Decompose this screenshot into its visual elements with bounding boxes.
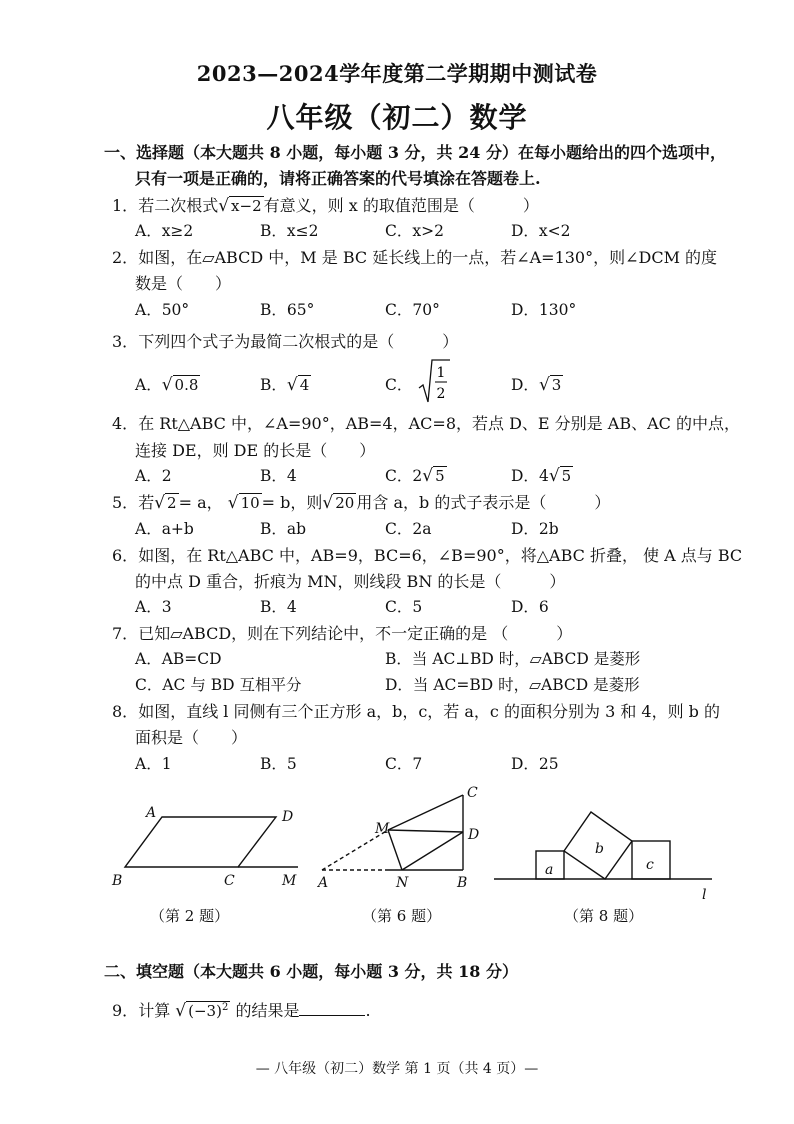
radical: √ 3 — [538, 375, 562, 395]
question-8-line1 — [112, 699, 720, 722]
fig8-label-b: b — [595, 841, 604, 857]
question-number: 3． — [112, 332, 139, 351]
figure-2-parallelogram — [125, 817, 298, 867]
radical-fraction — [417, 358, 451, 406]
answer-blank[interactable] — [299, 1001, 365, 1016]
question-stem-end: 用含 a，b 的式子表示是（ ） — [356, 493, 611, 512]
option-label: B． — [260, 376, 287, 394]
radical: √ 10 — [227, 493, 260, 513]
question-stem: 如图，直线 l 同侧有三个正方形 a，b，c，若 a，c 的面积分别为 3 和 4，则 b 的 — [138, 702, 721, 721]
option-value: 4 — [538, 467, 549, 485]
question-number: 6． — [112, 546, 139, 565]
figure-captions — [150, 907, 643, 925]
exponent: 2 — [221, 1002, 229, 1013]
q5-option-d: D．2b — [511, 520, 559, 538]
fig2-label-d: D — [282, 809, 294, 825]
question-number: 4． — [112, 414, 139, 433]
question-stem: 若二次根式 — [138, 196, 219, 215]
radicand: 20 — [335, 494, 355, 512]
radical: √ x−2 — [218, 196, 262, 216]
q1-option-b: B．x≤2 — [260, 222, 319, 240]
option-label: C． — [385, 467, 413, 485]
fig6-label-b: B — [457, 875, 468, 891]
question-stem: 已知▱ABCD，则在下列结论中，不一定正确的是 （ ） — [138, 624, 573, 643]
question-stem: 如图，在 Rt△ABC 中，AB=9，BC=6，∠B=90°，将△ABC 折叠， 使 A 点与 BC — [138, 546, 743, 565]
question-3 — [112, 329, 458, 352]
question-number: 7． — [112, 624, 139, 643]
figure-6-labels — [316, 785, 479, 891]
fig2-caption: （第 2 题） — [150, 907, 230, 925]
question-stem: 计算 — [138, 1001, 171, 1020]
question-stem: 的结果是 — [235, 1001, 300, 1020]
fig6-label-m: M — [375, 821, 390, 837]
figure-6-triangle — [322, 795, 463, 870]
fraction-numerator: 1 — [436, 365, 446, 381]
question-8-line2: 面积是（ ） — [135, 728, 248, 747]
option-value: 2 — [161, 467, 172, 485]
radicand: 0.8 — [174, 376, 199, 394]
radicand: 5 — [561, 467, 572, 485]
q5-option-b: B．ab — [260, 520, 307, 538]
question-number: 1． — [112, 196, 139, 215]
question-stem: = a， — [178, 493, 223, 512]
exam-title: 2023—2024学年度第二学期期中测试卷 — [196, 61, 598, 86]
fig6-caption: （第 6 题） — [362, 907, 442, 925]
question-9 — [112, 998, 371, 1021]
question-number: 5． — [112, 493, 139, 512]
fig8-caption: （第 8 题） — [564, 907, 644, 925]
radical: √ $(-3)^2$ — [175, 1001, 229, 1021]
q7-option-a: A．AB=CD — [135, 650, 222, 668]
q1-option-c: C．x>2 — [385, 222, 444, 240]
q6-option-a: A．3 — [135, 598, 172, 616]
question-2-line2: 数是（ ） — [135, 274, 232, 293]
question-stem: = b，则 — [261, 493, 323, 512]
fig2-label-m: M — [282, 873, 297, 889]
fig2-label-c: C — [224, 873, 235, 889]
q8-option-c: C．7 — [385, 755, 423, 773]
q6-option-b: B．4 — [260, 598, 297, 616]
question-4-line2: 连接 DE，则 DE 的长是（ ） — [135, 441, 376, 460]
question-stem: 如图，在▱ABCD 中，M 是 BC 延长线上的一点，若∠A=130°，则∠DCM 的度 — [138, 248, 718, 267]
q2-option-d: D．130° — [511, 301, 577, 319]
q7-option-d: D．当 AC=BD 时，▱ABCD 是菱形 — [385, 676, 640, 694]
section2-heading: 二、填空题（本大题共 6 小题，每小题 3 分，共 18 分） — [104, 962, 518, 981]
option-label: B． — [260, 467, 287, 485]
fig6-label-d: D — [468, 827, 480, 843]
radicand: 3 — [551, 376, 562, 394]
radical: √ 4 — [286, 375, 310, 395]
q8-option-b: B．5 — [260, 755, 297, 773]
radicand: 4 — [299, 376, 310, 394]
question-4-line1 — [112, 411, 740, 434]
fig6-label-a: A — [318, 875, 329, 891]
question-6-line2: 的中点 D 重合，折痕为 MN，则线段 BN 的长是（ ） — [135, 572, 566, 591]
question-number: 9． — [112, 1001, 139, 1020]
radicand: 5 — [435, 467, 445, 485]
fig8-label-a: a — [545, 862, 554, 878]
question-stem: 下列四个式子为最简二次根式的是（ ） — [138, 332, 459, 351]
fig6-label-c: C — [467, 785, 478, 801]
q5-option-c: C．2a — [385, 520, 432, 538]
question-stem-end: 有意义，则 x 的取值范围是（ ） — [263, 196, 539, 215]
section1-heading-line2: 只有一项是正确的，请将正确答案的代号填涂在答题卷上. — [135, 169, 541, 188]
q6-option-d: D．6 — [511, 598, 549, 616]
fig2-label-b: B — [112, 873, 123, 889]
question-stem: 若 — [138, 493, 155, 512]
radical: √ 5 — [548, 466, 572, 486]
q7-option-c: C．AC 与 BD 互相平分 — [135, 676, 302, 694]
question-6-line1 — [112, 543, 742, 566]
q2-option-a: A．50° — [135, 301, 190, 319]
radical: √ 0.8 — [161, 375, 199, 395]
q1-option-d: D．x<2 — [511, 222, 571, 240]
q3-option-c — [385, 358, 451, 406]
radical: √ 5 — [422, 466, 445, 486]
q2-option-c: C．70° — [385, 301, 440, 319]
fig8-label-c: c — [646, 857, 654, 873]
radical: √ 2 — [154, 493, 177, 513]
fig8-label-l: l — [702, 887, 707, 903]
option-label: C． — [385, 376, 413, 394]
q4-option-a — [135, 464, 172, 486]
q8-option-d: D．25 — [511, 755, 559, 773]
fig2-label-a: A — [146, 805, 157, 821]
q7-option-b: B．当 AC⊥BD 时，▱ABCD 是菱形 — [385, 650, 641, 668]
q6-option-c: C．5 — [385, 598, 423, 616]
figures-area — [0, 775, 794, 935]
q4-option-d — [511, 464, 573, 486]
radicand — [186, 1001, 230, 1020]
q4-option-c — [385, 464, 447, 486]
question-stem: 在 Rt△ABC 中，∠A=90°，AB=4，AC=8，若点 D、E 分别是 AB、AC 的中点， — [138, 414, 740, 433]
option-label: D． — [511, 467, 539, 485]
question-7 — [112, 621, 572, 644]
question-number: 8． — [112, 702, 139, 721]
q1-option-a: A．x≥2 — [135, 222, 194, 240]
radicand-base: (−3) — [188, 1002, 222, 1020]
radicand: 2 — [167, 494, 177, 512]
option-label: A． — [135, 467, 162, 485]
q8-option-a: A．1 — [135, 755, 172, 773]
fraction-denominator: 2 — [436, 386, 446, 402]
q5-option-a: A．a+b — [135, 520, 194, 538]
q3-option-d — [511, 373, 563, 395]
question-1 — [112, 193, 539, 216]
option-label: D． — [511, 376, 539, 394]
option-value: 4 — [286, 467, 297, 485]
q3-option-b — [260, 373, 311, 395]
page-footer: — 八年级（初二）数学 第 1 页（共 4 页）— — [255, 1061, 539, 1077]
radicand: x−2 — [231, 197, 262, 215]
question-5 — [112, 490, 610, 513]
radicand: 10 — [240, 494, 260, 512]
option-label: A． — [135, 376, 162, 394]
period: . — [365, 1001, 371, 1020]
radical: √ 20 — [322, 493, 355, 513]
q2-option-b: B．65° — [260, 301, 315, 319]
option-value: 2 — [412, 467, 423, 485]
section1-heading-line1: 一、选择题（本大题共 8 小题，每小题 3 分，共 24 分）在每小题给出的四个选项中， — [104, 143, 726, 162]
question-number: 2． — [112, 248, 139, 267]
q3-option-a — [135, 373, 200, 395]
exam-subject-title: 八年级（初二）数学 — [266, 101, 528, 134]
fig6-label-n: N — [396, 875, 409, 891]
question-2-line1 — [112, 245, 717, 268]
q4-option-b — [260, 464, 297, 486]
